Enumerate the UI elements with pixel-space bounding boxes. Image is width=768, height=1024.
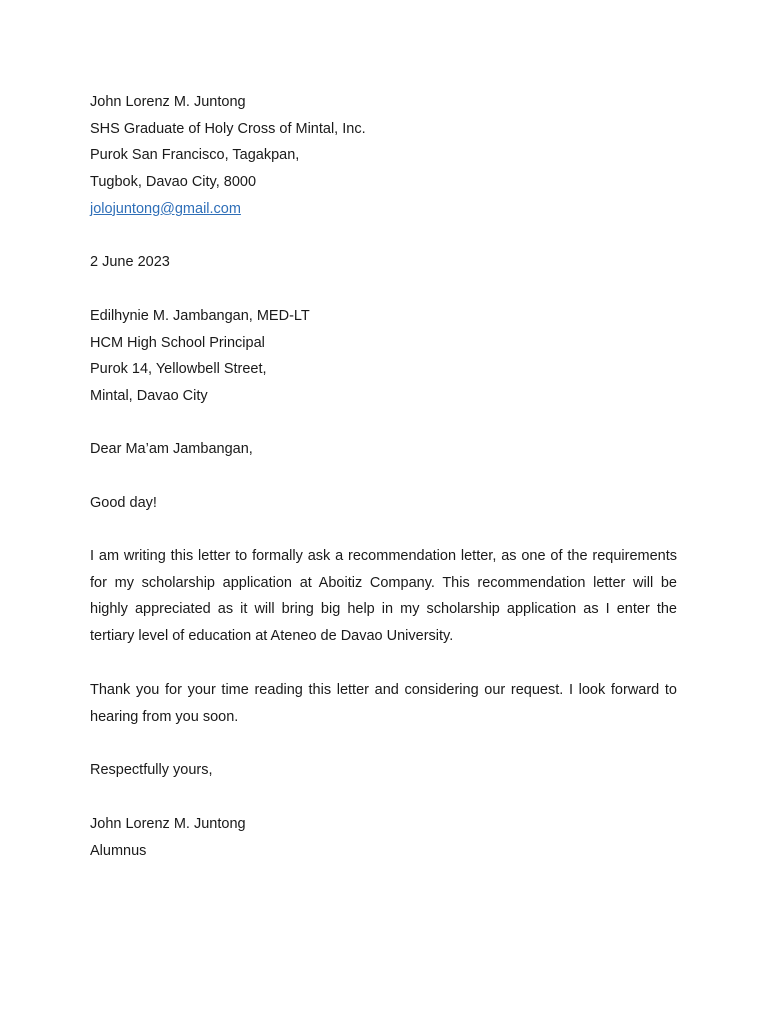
sender-address-line2: Tugbok, Davao City, 8000 [90, 174, 257, 191]
sender-block [90, 89, 677, 222]
salutation: Dear Ma’am Jambangan, [90, 441, 253, 457]
salutation-block [90, 436, 677, 463]
signature-block [90, 811, 677, 864]
recipient-name: Edilhynie M. Jambangan, MED-LT [90, 308, 310, 324]
sender-title: SHS Graduate of Holy Cross of Mintal, Inc. [90, 120, 366, 137]
sender-email-link[interactable]: jolojuntong@gmail.com [90, 200, 241, 217]
body-paragraph-2: Thank you for your time reading this letter and considering our request. I look forward to hearing from you soon. [90, 682, 677, 725]
body-paragraph-2-block [90, 677, 677, 730]
closing-block [90, 757, 677, 784]
signature-role: Alumnus [90, 842, 147, 859]
recipient-address-line2: Mintal, Davao City [90, 388, 208, 405]
recipient-address-line1: Purok 14, Yellowbell Street, [90, 361, 267, 378]
sender-address-line1: Purok San Francisco, Tagakpan, [90, 147, 300, 164]
signature-name: John Lorenz M. Juntong [90, 816, 246, 832]
sender-name: John Lorenz M. Juntong [90, 94, 246, 110]
body-paragraph-1: I am writing this letter to formally ask a recommendation letter, as one of the requirements for my scholarship application at Aboitiz Company. This recommendation letter will be highly appreciated as it will bring big help in my scholarship application as I enter the tertiary level of education at Ateneo de Davao University. [90, 548, 677, 645]
body-paragraph-1-block [90, 543, 677, 650]
recipient-block [90, 303, 677, 410]
greeting-block [90, 490, 677, 517]
date-block [90, 249, 677, 276]
greeting: Good day! [90, 495, 157, 511]
letter-date: 2 June 2023 [90, 254, 170, 270]
closing: Respectfully yours, [90, 762, 213, 778]
recipient-position: HCM High School Principal [90, 334, 265, 351]
